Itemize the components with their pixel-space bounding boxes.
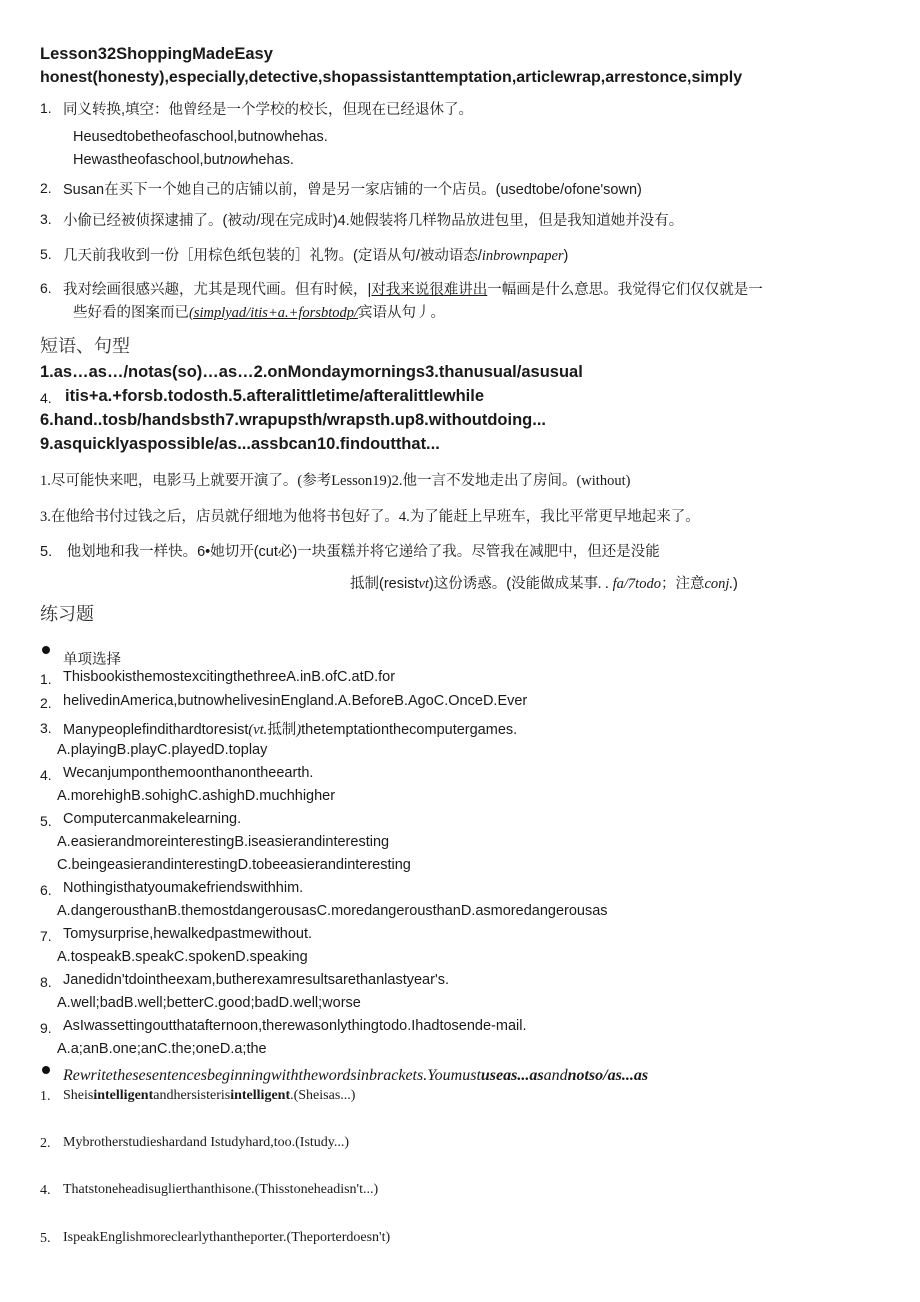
r1-number: 1. — [40, 1089, 51, 1104]
q1-number: 1. — [40, 671, 52, 687]
r2-text: Mybrotherstudieshardand Istudyhard,too.(Istudy...) — [63, 1135, 350, 1150]
q5-number: 5. — [40, 813, 52, 829]
q2-text: helivedinAmerica,butnowhelivesinEngland.A.BeforeB.AgoC.OnceD.Ever — [63, 693, 528, 709]
vocab-line: honest(honesty),especially,detective,shopassistanttemptation,articlewrap,arrestonce,simply — [40, 69, 743, 86]
item-6-text: 我对绘画很感兴趣，尤其是现代画。但有时候，|对我来说很难讲出一幅画是什么意思。我觉得它们仅仅就是一 — [63, 282, 763, 298]
q6-number: 6. — [40, 882, 52, 898]
q9-text: AsIwassettingoutthatafternoon,therewasonlythingtodo.Ihadtosende-mail. — [63, 1018, 527, 1034]
sentences-line-4: 抵制(resistvt)这份诱惑。(没能做成某事. . fa/7todo；注意conj.) — [350, 576, 738, 592]
q7-options: A.tospeakB.speakC.spokenD.speaking — [57, 949, 308, 965]
phrases-line-4: 9.asquicklyaspossible/as...assbcan10.findoutthat... — [40, 435, 440, 453]
bullet-icon — [42, 1066, 50, 1074]
q3-number: 3. — [40, 720, 52, 736]
q8-options: A.well;badB.well;betterC.good;badD.well;worse — [57, 995, 361, 1011]
item-3-text: 小偷已经被侦探逮捕了。(被动/现在完成时)4.她假装将几样物品放进包里，但是我知道她并没有。 — [63, 213, 684, 229]
q6-options: A.dangerousthanB.themostdangerousasC.moredangerousthanD.asmoredangerousas — [57, 903, 608, 919]
phrases-line-2: itis+a.+forsb.todosth.5.afteralittletime/afteralittlewhile — [65, 387, 485, 405]
r5-text: IspeakEnglishmoreclearlythantheporter.(Theporterdoesn't) — [63, 1230, 391, 1245]
item-3-number: 3. — [40, 211, 52, 227]
lesson-title: Lesson32ShoppingMadeEasy — [40, 45, 273, 63]
q7-number: 7. — [40, 928, 52, 944]
q5-options-2: C.beingeasierandinterestingD.tobeeasierandinteresting — [57, 857, 411, 873]
q5-options-1: A.easierandmoreinterestingB.iseasierandinteresting — [57, 834, 390, 850]
q9-number: 9. — [40, 1020, 52, 1036]
q5-text: Computercanmakelearning. — [63, 811, 242, 827]
item-1-sentence-a: Heusedtobetheofaschool,butnowhehas. — [73, 129, 328, 145]
phrases-line-3: 6.hand..tosb/handsbsth7.wrapupsth/wrapsth.up8.withoutdoing... — [40, 411, 546, 429]
item-5-number: 5. — [40, 246, 52, 262]
sentences-line-2: 3.在他给书付过钱之后，店员就仔细地为他将书包好了。4.为了能赶上早班车，我比平常更早地起来了。 — [40, 509, 700, 525]
q8-text: Janedidn'tdointheexam,butherexamresultsarethanlastyear's. — [63, 972, 449, 988]
item-1-sentence-b: Hewastheofaschool,butnowhehas. — [73, 152, 294, 168]
q3-text: Manypeoplefindithardtoresist(vt.抵制)thetemptationthecomputergames. — [63, 722, 518, 738]
q2-number: 2. — [40, 695, 52, 711]
sentences-line-3: 5. 他划地和我一样快。6•她切开(cut必)一块蛋糕并将它递给了我。尽管我在减肥中，但还是没能 — [40, 544, 660, 560]
q8-number: 8. — [40, 974, 52, 990]
item-2-text: Susan在买下一个她自己的店铺以前，曾是另一家店铺的一个店员。(usedtobe/ofone'sown) — [63, 182, 642, 198]
r1-text: Sheisintelligentandhersisterisintelligent.(Sheisas...) — [63, 1088, 356, 1103]
part-1-label: 单项选择 — [63, 652, 121, 668]
exercises-heading: 练习题 — [40, 604, 94, 624]
item-1-number: 1. — [40, 100, 52, 116]
q6-text: Nothingisthatyoumakefriendswithhim. — [63, 880, 304, 896]
q3-options: A.playingB.playC.playedD.toplay — [57, 742, 268, 758]
phrases-heading: 短语、句型 — [40, 336, 130, 356]
phrases-line-1: 1.as…as…/notas(so)…as…2.onMondaymornings3.thanusual/asusual — [40, 363, 583, 381]
sentences-line-1: 1.尽可能快来吧，电影马上就要开演了。(参考Lesson19)2.他一言不发地走出了房间。(without) — [40, 473, 631, 489]
item-1-text: 同义转换,填空：他曾经是一个学校的校长，但现在已经退休了。 — [63, 102, 474, 118]
phrases-line-2-number: 4. — [40, 390, 52, 406]
q9-options: A.a;anB.one;anC.the;oneD.a;the — [57, 1041, 267, 1057]
q7-text: Tomysurprise,hewalkedpastmewithout. — [63, 926, 313, 942]
item-5-text: 几天前我收到一份［用棕色纸包装的］礼物。(定语从句/被动语态/inbrownpaper) — [63, 248, 569, 264]
q4-options: A.morehighB.sohighC.ashighD.muchhigher — [57, 788, 336, 804]
r5-number: 5. — [40, 1231, 51, 1246]
bullet-icon — [42, 646, 50, 654]
q4-text: Wecanjumponthemoonthanontheearth. — [63, 765, 314, 781]
part-2-instructions: Rewritethesesentencesbeginningwiththewordsinbrackets.Youmustuseas...asandnotso/as...as — [63, 1067, 649, 1084]
r4-number: 4. — [40, 1183, 51, 1198]
r2-number: 2. — [40, 1136, 51, 1151]
item-2-number: 2. — [40, 180, 52, 196]
q4-number: 4. — [40, 767, 52, 783]
r4-text: Thatstoneheadisuglierthanthisone.(Thisstoneheadisn't...) — [63, 1182, 379, 1197]
q1-text: ThisbookisthemostexcitingthethreeA.inB.ofC.atD.for — [63, 669, 396, 685]
item-6-text-line2: 些好看的图案而已(simplyad/itis+a.+forsbtodp/宾语从句丿。 — [73, 305, 446, 321]
item-6-number: 6. — [40, 280, 52, 296]
